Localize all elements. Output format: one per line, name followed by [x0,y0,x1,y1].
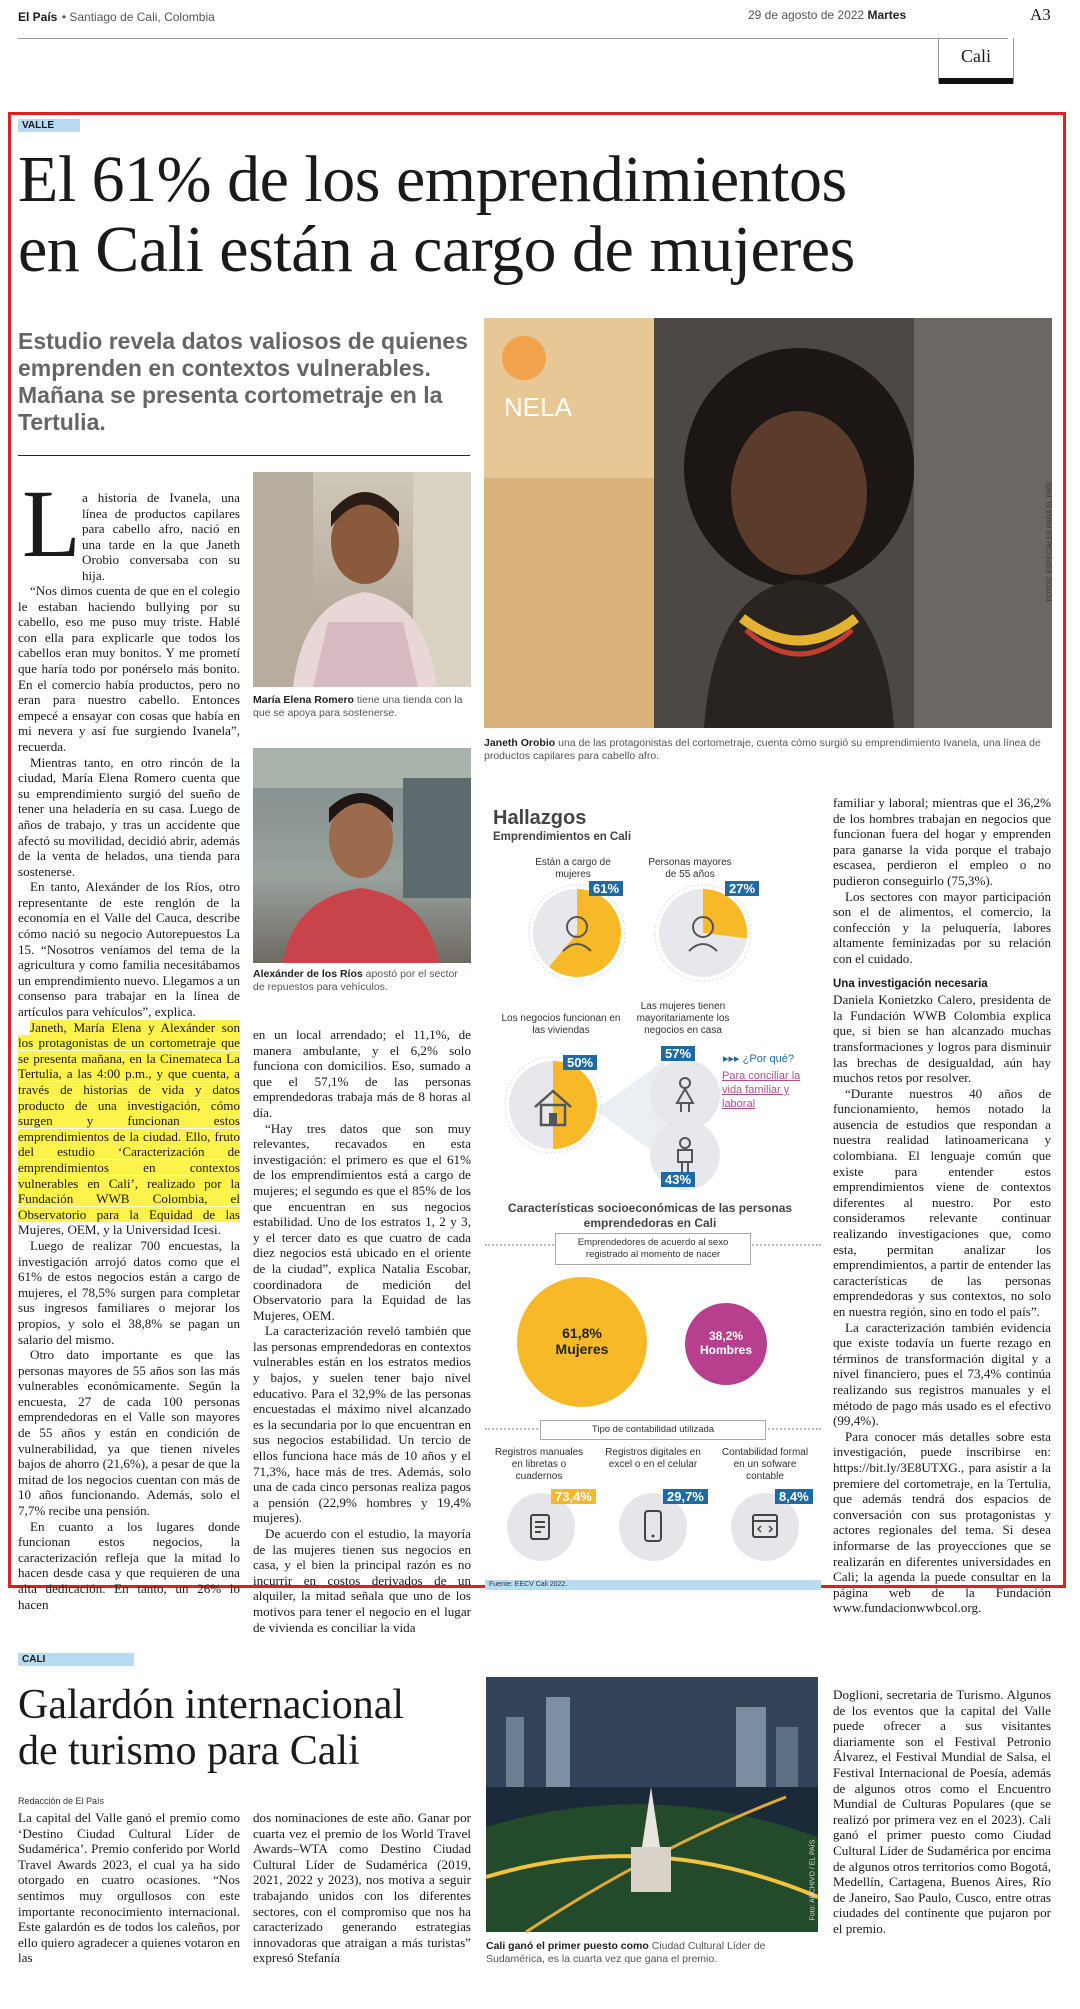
info-subtitle: Emprendimientos en Cali [493,831,632,843]
why-answer: Para conciliar la vida familiar y laboral [722,1070,801,1110]
why-label: ▸▸▸ ¿Por qué? [723,1053,795,1065]
col4-text: familiar y laboral; mientras que el 36,2% de los hombres trabajan en negocios que funcionan fuera del hogar y emprenden para ganarse la vida porque el trabajo escasea, perdieron el empleo o no pudieron conseguirlo (75,3%). Los sectores con mayor participación son el de alimentos, el comercio, la confección y la peluquería, labores altamente feminizadas por su relación con el cuidado. Una investigación necesaria Daniela Konietzko Calero, presidenta de la Fundación WWB Colombia explica que, si bien se han alcanzado muchas transformaciones y logros para disminuir las brechas de desigualdad, aún hay muchos retos por resolver. “Durante nuestros 40 años de funcionamiento, hemos notado la ausencia de estudios que respondan a nuestra realidad latinoamericana y colombiana. El lenguaje común que existe para entender estos emprendimientos viene de contextos diferentes al nuestro. Por esto consideramos relevante continuar realizando investigaciones que, como esta, permitan analizar los emprendimientos, a partir de entender las características de las personas emprendedoras y sus contextos, no solo en nuestra región, sino en todo el país”. La caracterización también evidencia que existe todavía un fuerte rezago en términos de transformación digital y a nivel financiero, pues el 73,4% continúa realizando sus registros manuales y el método de pago más usado es el efectivo (99,4%). Para conocer más detalles sobre esta investigación, puede inscribirse en: https://bit.ly/3E8UTXG., para asistir a la premiere del cortometraje, en la Tertulia, que además tendrá dos espacios de conversación con sus protagonistas y actores regionales del tema. Si desea informarse de las proyecciones que se realizarán en diferentes universidades en Cali; la agenda la puede consultar en la página web de la Fundación www.fundacionwwbcol.org. [833,795,1051,1616]
col2-text: en un local arrendado; el 11,1%, de manera ambulante, y el 6,2% solo funciona con domicilios. Eso, sumado a que el 57,1% de las personas emprendedoras trabaja más de 8 horas al día. “Hay tres datos que son muy relevantes, recavados en esta investigación: el primero es que el 61% de los emprendimientos está a cargo de mujeres; el segundo es que el 85% de los que encuentran en sus negocios estabilidad. Uno de los estratos 1, 2 y 3, y el tercer dato es que cuatro de cada diez negocios está ubicado en el oriente de la ciudad”, explica Natalia Escobar, coordinadora de medición del Observatorio para la Equidad de las Mujeres, OEM. La caracterización reveló también que las personas emprendedoras en contextos vulnerables están en los estratos medios y bajos, y suelen tener bajo nivel educativo. Para el 32,9% de las personas encuestadas el máximo nivel alcanzado es la secundaria por lo que encuentran en sus negocios estabilidad. Un tercio de ellos funciona hace más de 10 años y el 71,3%, hace más de tres. Además, solo una de cada cinco personas realiza pagos a pensión (22,9% hombres y 19,4% mujeres). De acuerdo con el estudio, la mayoría de las mujeres tienen sus negocios en casa, y el bien la principal razón es no incurrir en costos derivados de un alquiler, la mitad señala que uno de los motivos para tener el negocio en el lugar de vivienda es conciliar la vida [253,1027,471,1635]
page-number: A3 [1030,5,1051,24]
caption-maria-elena: María Elena Romero tiene una tienda con la que se apoya para sostenerse. [253,694,463,719]
deck-rule [18,455,470,456]
portrait-woman-1 [253,472,471,687]
highlighted-passage: Janeth, María Elena y Alexánder son los protagonistas de un cortometraje que se presenta mañana, en la Cinemateca La Tertulia, a las 4:00 p.m., y que cuenta, a través de historias de vida y datos producto de una investigación, cómo surgen y funcionan estos emprendimientos de la ciudad. Ello, fruto del estudio ‘Caracterización de emprendimientos en contextos vulnerables en Cali’, realizado por la Fundación WWB Colombia, el Observatorio para la Equidad de las [18,1019,240,1222]
infographic [485,795,821,1592]
women-label: Están a cargo de mujeres [535,857,611,880]
cityscape-image [486,1677,818,1932]
section-tag-2: CALI [18,1653,134,1666]
portrait-man [253,748,471,963]
deck: Estudio revela datos valiosos de quienes emprenden en contextos vulnerables. Mañana se presenta cortometraje en la Tertulia. [18,328,468,435]
notebook-icon [529,1513,553,1541]
pie-women [527,883,627,983]
why-arrows-icon: ▸▸▸ [723,1053,740,1065]
home-pct: 50% [563,1055,597,1070]
byline-2: Redacción de El País [18,1796,105,1806]
women-share-text: 61,8% Mujeres [555,1325,609,1357]
photo-maria-elena [253,472,471,687]
socio-title: Características socioeconómicas de las personas emprendedoras en Cali [507,1201,793,1230]
sex-box: Emprendedores de acuerdo al sexo registrado al momento de nacer [555,1233,751,1265]
paper-name: El País [18,10,58,24]
article2-col2: dos nominaciones de este año. Ganar por cuarta vez el premio de los World Travel Awards–WTA como Destino Ciudad Cultural Líder de Sudamérica (2019, 2021, 2022 y 2023), nos motiva a seguir trabajando unidos con los diferentes sectores, con el compromiso que nos ha caracterizado generando estrategias innovadoras que atraigan a más turistas” expresó Stefanía [253,1810,471,1966]
headline-2: Galardón internacional de turismo para Cali [18,1682,404,1774]
pie-older-slice-1 [703,889,747,939]
section-name: Cali [961,46,991,66]
photo-cali-night [486,1677,818,1932]
phone-icon [643,1509,663,1543]
men-share-text: 38,2% Hombres [699,1329,752,1357]
photo-credit: FOTOS: ESPECIALES PARA EL PAÍS [1046,482,1054,602]
caption-alexander: Alexánder de los Ríos apostó por el sector de repuestos para vehículos. [253,968,458,993]
software-icon [751,1513,779,1539]
women-pct: 61% [589,881,623,896]
home-women-pct: 57% [661,1046,695,1061]
acct-formal-pct: 8,4% [775,1489,813,1504]
intro-paragraph: a historia de Ivanela, una línea de productos capilares para cabello afro, nació en una tarde en la que Janeth Orobio conversaba con su hija. [82,490,240,583]
masthead-rule [18,38,1008,39]
older-pct: 27% [725,881,759,896]
photo-alexander [253,748,471,963]
house-icon [531,1087,575,1127]
caption-janeth: Janeth Orobio una de las protagonistas del cortometraje, cuenta cómo surgió su emprendimiento Ivanela, una línea de productos capilares para cabello afro. [484,737,1041,762]
caption-cali: Cali ganó el primer puesto como Ciudad Cultural Líder de Sudamérica, es la cuarta vez que gana el premio. [486,1940,766,1965]
acct-formal-label: Contabilidad formal en un sofware contable [721,1447,809,1482]
acct-digital-label: Registros digitales en excel o en el celular [605,1447,701,1470]
info-source: Fuente: EECV Cali 2022. [489,1581,568,1588]
home-men-pct: 43% [661,1172,695,1187]
section-tag: VALLE [18,119,80,132]
photo-janeth [484,318,1052,728]
acct-box: Tipo de contabilidad utilizada [540,1420,766,1440]
info-title: Hallazgos [493,807,587,829]
store-sign-text: NELA [504,392,572,422]
older-label: Personas mayores de 55 años [648,857,732,880]
man-icon [673,1137,697,1173]
home-label: Los negocios funcionan en las viviendas [501,1013,621,1036]
issue-weekday: Martes [867,8,907,22]
subhead-investigacion: Una investigación necesaria [833,977,988,990]
paper-location: Santiago de Cali, Colombia [69,10,215,24]
acct-manual-pct: 73,4% [551,1489,596,1504]
headline: El 61% de los emprendimientos en Cali están a cargo de mujeres [18,143,855,286]
col1-text: “Nos dimos cuenta de que en el colegio le estaban haciendo bullying por su cabello, eso me puso muy triste. Hablé con ella para explicarle que todos los cabellos eran muy bonitos. Y me prometí que haría todo por ponérselo más bonito. En el comercio había productos, pero no eran para nuestro cabello. Entonces empecé a ensayar con cosas que había en mi nevera y así fue surgiendo Ivanela”, recuerda. Mientras tanto, en otro rincón de la ciudad, María Elena Romero cuenta que su emprendimiento surgió del sueño de tener una heladería en su casa. Luego de años de trabajo, y tras un accidente que afectó su movilidad, decidió abrir, además de la venta de helados, una tienda para sostenerse. En tanto, Alexánder de los Ríos, otro representante de este renglón de la economía en el Valle del Cauca, describe cómo nació su negocio Autorepuestos La 15. “Nosotros veníamos del tema de la agricultura y como familia necesitábamos un emprendimiento nuevo. Llegamos a un consenso para trabajar en la línea de artículos para vehículos”, explica. Janeth, María Elena y Alexánder son los protagonistas de un cortometraje que se presenta mañana, en la Cinemateca La Tertulia, a las 4:00 p.m., y que cuenta, a través de historias de vida y datos producto de una investigación, cómo surgen y funcionan estos emprendimientos de la ciudad. Ello, fruto del estudio ‘Caracterización de emprendimientos en contextos vulnerables en Cali’, realizado por la Fundación WWB Colombia, el Observatorio para la Equidad de las Mujeres, OEM, y la Universidad Icesi. Luego de realizar 700 encuestas, la investigación arrojó datos como que el 61% de estos negocios están a cargo de mujeres, el 78,5% surgen para completar sus ingresos familiares o mejorar los propios, y solo el 38,8% se pagan un salario del mismo. Otro dato importante es que las personas mayores de 55 años son las más vulnerables económicamente. Según la encuesta, 27 de cada 100 personas emprendedoras en el Valle son mayores de 55 años y están en condición de vulnerabilidad, ya que tienen niveles bajos de ahorro (21,6%), a pesar de que la mitad de los negocios cuentan con más de 10 años funcionando. Además, solo el 7,7% recibe una pensión. En cuanto a los lugares donde funcionan estos negocios, la caracterización refleja que la mitad lo hacen desde casa y que requieren de una alta dedicación. En tanto, un 26% lo hacen [18,583,240,1612]
home-women-label: Las mujeres tienen mayoritariamente los negocios en casa [636,1001,730,1036]
section-box [938,38,1014,84]
acct-manual-label: Registros manuales en libretas o cuadernos [494,1447,584,1482]
photo-credit-2: Foto: ARCHIVO / EL PAÍS [809,1839,817,1921]
article2-col4: Doglioni, secretaria de Turismo. Algunos de los eventos que la capital del Valle puede ofrecer a sus visitantes diariamente son el Festival Petronio Álvarez, el Festival Mundial de Salsa, el Festival Internacional de Poesía, además de algunos otros como el Encuentro Mundial de Culturas Populares (que se realizó por primera vez en el 2023). Cali ganó el primer puesto como Ciudad Cultural Líder de Sudamérica por encima de algunos otros territorios como Bogotá, Medellín, Cartagena, Buenos Aires, Río de Janeiro, Sao Paulo, Cusco, entre otras ciudades del continente que pujaron por el premio. [833,1687,1051,1936]
pie-older [653,883,753,983]
masthead: El País • Santiago de Cali, Colombia 29 de agosto de 2022 Martes A3 [18,5,1051,24]
drop-cap: L [22,470,81,577]
issue-date: 29 de agosto de 2022 [748,8,865,22]
portrait-woman-main [484,318,1052,728]
acct-digital-pct: 29,7% [663,1489,708,1504]
article2-col1: La capital del Valle ganó el premio como ‘Destino Ciudad Cultural Líder de Sudamérica’. Premio conferido por World Travel Awards 2023, el cual ya ha sido otorgado en cuatro ocasiones. “Nos sentimos muy orgullosos con este importante reconocimiento internacional. Este galardón es de todos los caleños, por ello quiero agradecer a quienes votaron en las [18,1810,240,1966]
woman-icon [673,1077,697,1113]
